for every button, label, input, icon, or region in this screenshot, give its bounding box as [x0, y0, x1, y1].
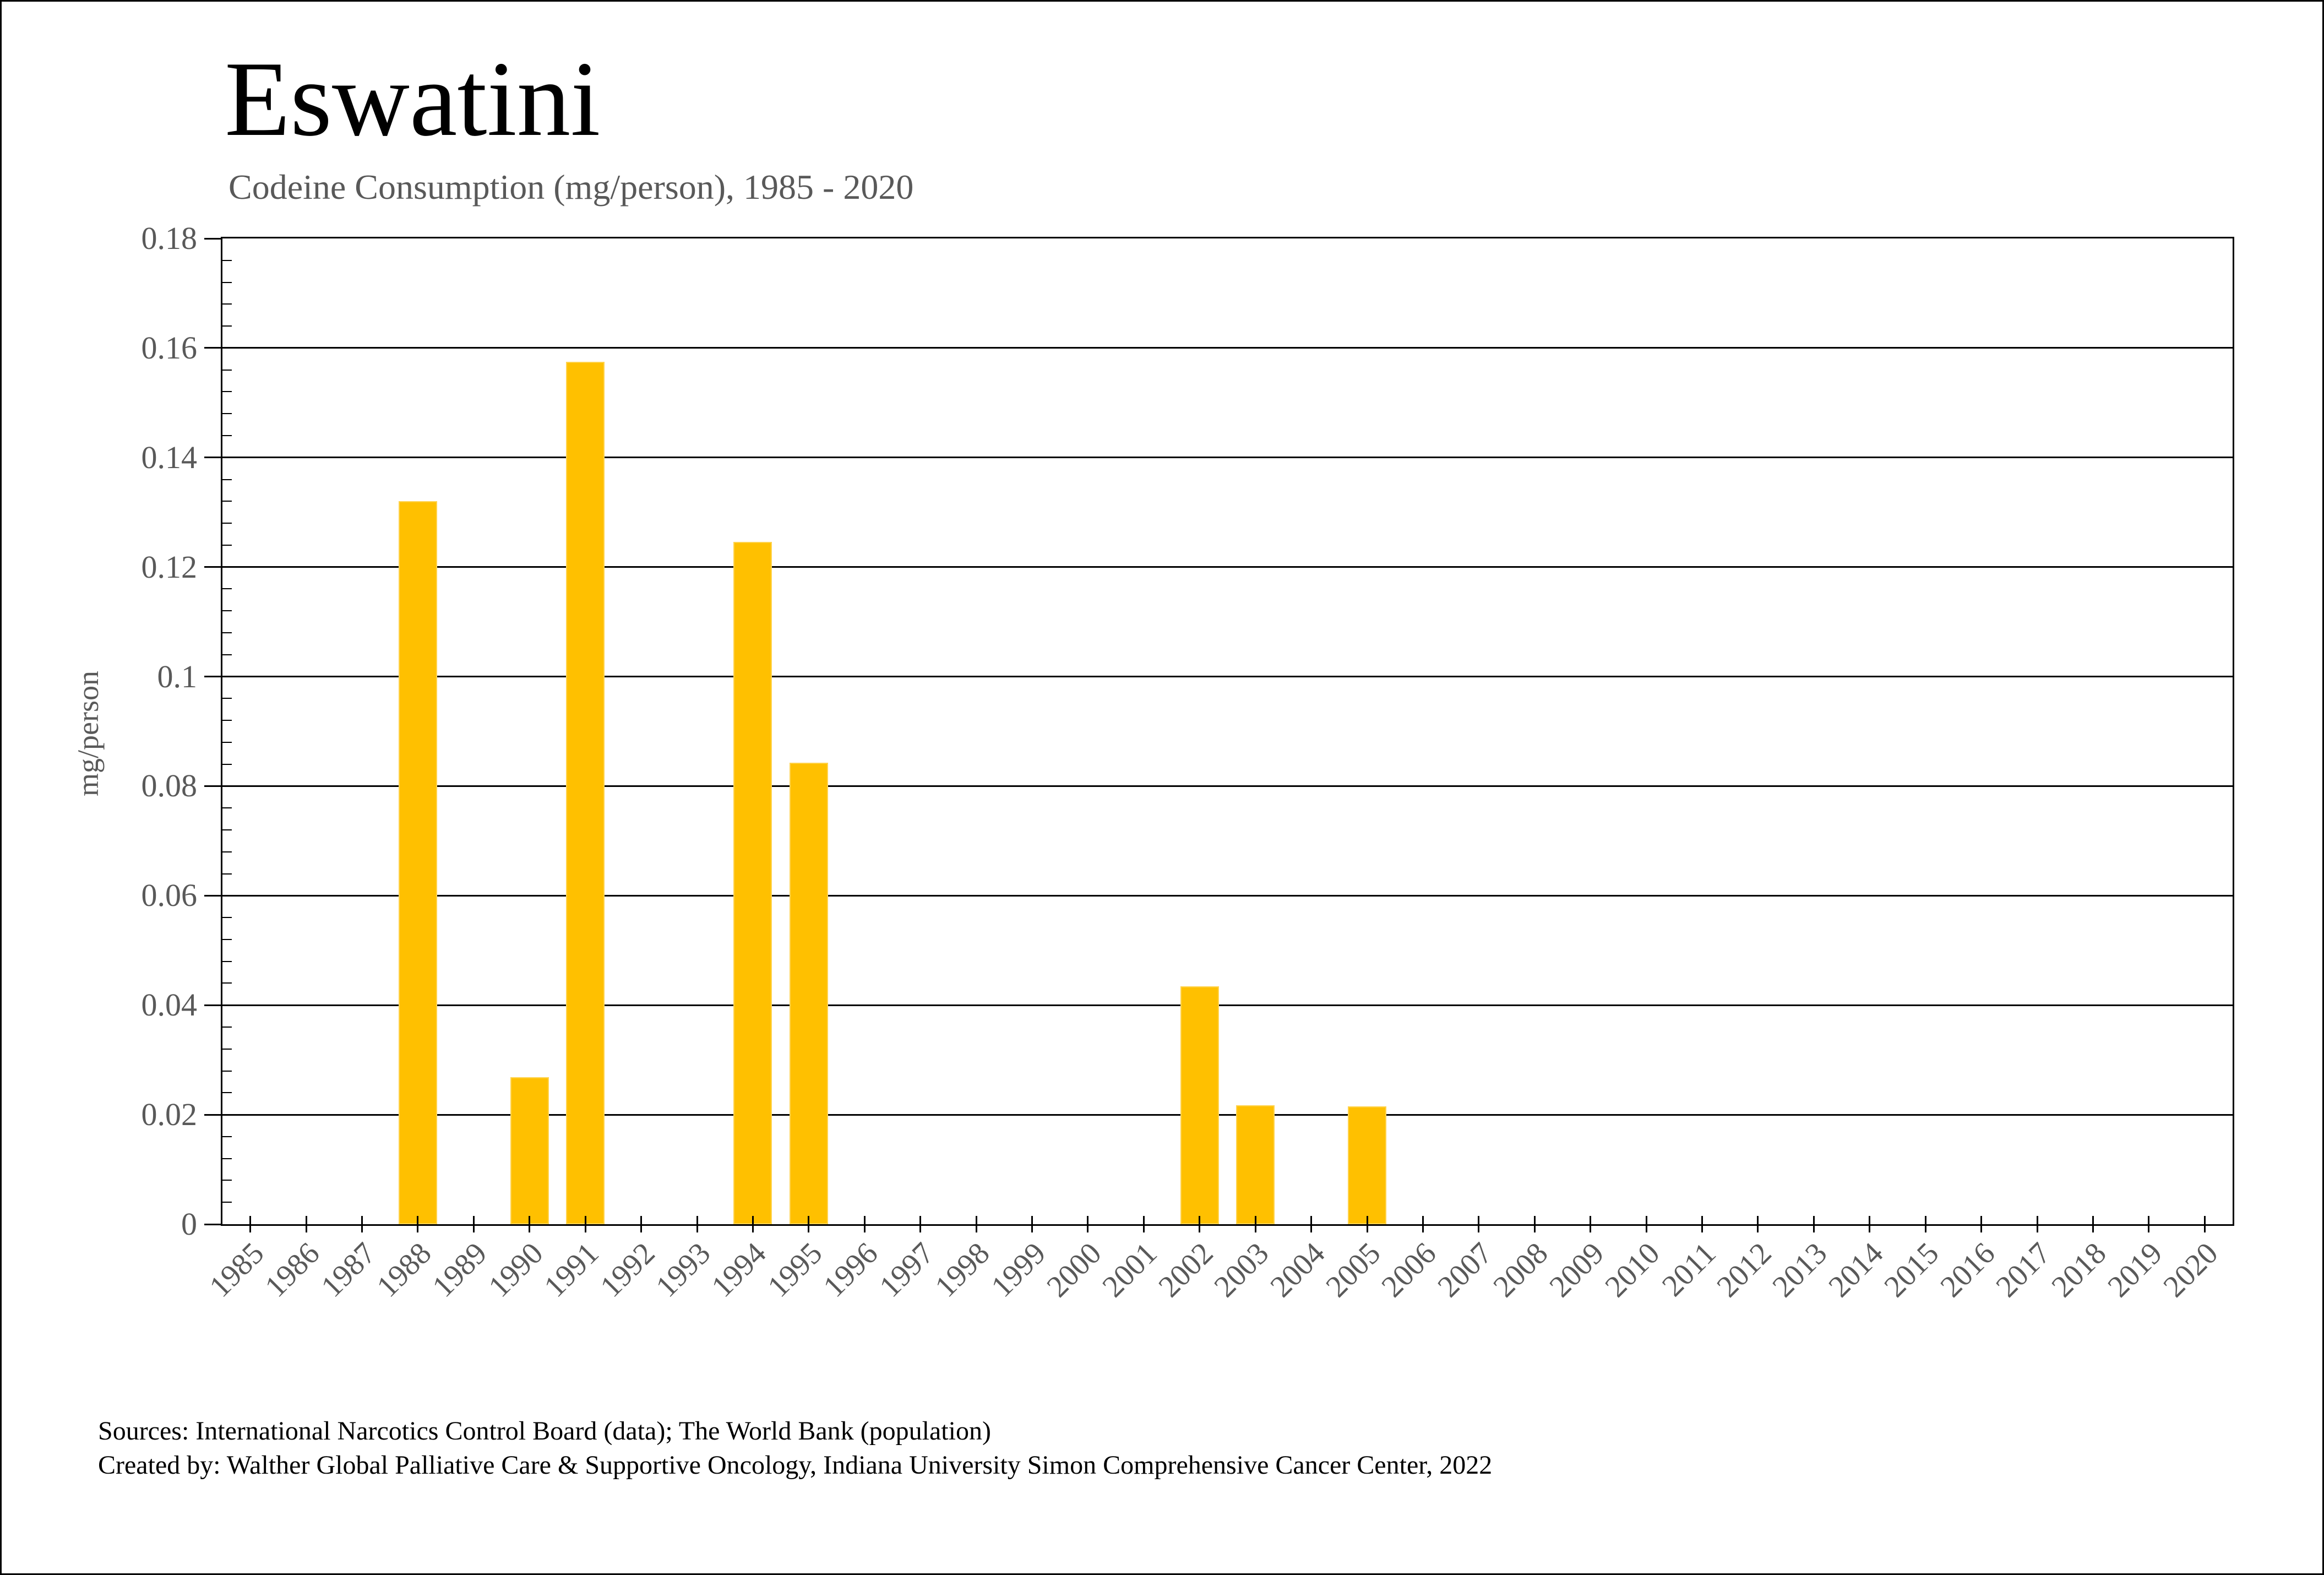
- y-tick-label-0.04: 0.04: [141, 987, 197, 1023]
- x-tick-label-1999: 1999: [984, 1236, 1053, 1304]
- y-tick-label-0.06: 0.06: [141, 877, 197, 914]
- y-minor-tick: [222, 479, 232, 480]
- y-minor-tick: [222, 961, 232, 962]
- y-minor-tick: [222, 829, 232, 830]
- x-tick-label-1992: 1992: [594, 1236, 662, 1304]
- y-minor-tick: [222, 523, 232, 524]
- y-major-tick: [204, 238, 221, 240]
- bar-1988: [399, 501, 437, 1224]
- x-tick-label-2014: 2014: [1822, 1236, 1890, 1304]
- x-tick-2006: [1422, 1216, 1424, 1232]
- y-minor-tick: [222, 1071, 232, 1072]
- y-tick-label-0: 0: [181, 1206, 197, 1242]
- x-tick-2010: [1646, 1216, 1647, 1232]
- x-tick-label-1988: 1988: [370, 1236, 438, 1304]
- x-tick-label-1996: 1996: [817, 1236, 885, 1304]
- x-tick-label-1997: 1997: [873, 1236, 941, 1304]
- x-tick-1997: [919, 1216, 921, 1232]
- y-minor-tick: [222, 764, 232, 765]
- x-tick-1985: [249, 1216, 251, 1232]
- x-tick-2000: [1087, 1216, 1088, 1232]
- y-major-tick: [204, 566, 221, 568]
- y-minor-tick: [222, 1180, 232, 1181]
- gridline-0.10: [222, 676, 2233, 677]
- chart-title: Eswatini: [225, 40, 601, 159]
- y-major-tick: [204, 1114, 221, 1116]
- y-major-tick: [204, 1004, 221, 1006]
- y-minor-tick: [222, 1136, 232, 1137]
- y-minor-tick: [222, 917, 232, 918]
- x-tick-1996: [864, 1216, 866, 1232]
- x-tick-label-2006: 2006: [1375, 1236, 1444, 1304]
- chart-subtitle: Codeine Consumption (mg/person), 1985 - 2020: [228, 167, 914, 207]
- x-tick-label-1986: 1986: [258, 1236, 326, 1304]
- x-tick-1989: [473, 1216, 475, 1232]
- x-tick-2017: [2037, 1216, 2038, 1232]
- y-minor-tick: [222, 303, 232, 305]
- bar-2002: [1180, 986, 1219, 1224]
- y-minor-tick: [222, 610, 232, 611]
- y-minor-tick: [222, 742, 232, 743]
- bar-2003: [1236, 1105, 1275, 1224]
- x-tick-label-2004: 2004: [1264, 1236, 1332, 1304]
- y-tick-label-0.12: 0.12: [141, 548, 197, 585]
- y-major-tick: [204, 347, 221, 349]
- y-minor-tick: [222, 370, 232, 371]
- y-minor-tick: [222, 698, 232, 699]
- x-tick-label-1998: 1998: [928, 1236, 997, 1304]
- y-minor-tick: [222, 873, 232, 875]
- bar-1995: [790, 763, 828, 1224]
- x-tick-1998: [976, 1216, 977, 1232]
- x-tick-label-2005: 2005: [1319, 1236, 1387, 1304]
- x-tick-2012: [1757, 1216, 1759, 1232]
- x-tick-2015: [1925, 1216, 1926, 1232]
- x-tick-1994: [752, 1216, 754, 1232]
- y-minor-tick: [222, 632, 232, 633]
- y-minor-tick: [222, 1092, 232, 1093]
- x-tick-label-2015: 2015: [1877, 1236, 1946, 1304]
- y-major-tick: [204, 676, 221, 677]
- x-tick-2013: [1813, 1216, 1815, 1232]
- y-tick-label-0.18: 0.18: [141, 220, 197, 256]
- y-minor-tick: [222, 435, 232, 436]
- y-major-tick: [204, 785, 221, 787]
- x-tick-1993: [696, 1216, 698, 1232]
- x-tick-2009: [1590, 1216, 1591, 1232]
- bar-1991: [566, 362, 605, 1224]
- x-tick-2004: [1310, 1216, 1312, 1232]
- x-tick-1991: [585, 1216, 586, 1232]
- y-minor-tick: [222, 545, 232, 546]
- x-tick-1990: [529, 1216, 530, 1232]
- x-tick-2001: [1143, 1216, 1145, 1232]
- y-minor-tick: [222, 260, 232, 261]
- y-minor-tick: [222, 282, 232, 283]
- y-minor-tick: [222, 982, 232, 984]
- y-minor-tick: [222, 807, 232, 808]
- y-minor-tick: [222, 720, 232, 721]
- bar-2005: [1348, 1106, 1386, 1224]
- x-tick-1987: [361, 1216, 363, 1232]
- y-major-tick: [204, 895, 221, 897]
- bar-1994: [733, 542, 772, 1224]
- y-minor-tick: [222, 851, 232, 852]
- y-minor-tick: [222, 501, 232, 502]
- x-tick-label-1989: 1989: [426, 1236, 494, 1304]
- x-tick-label-2013: 2013: [1766, 1236, 1834, 1304]
- x-tick-label-1985: 1985: [203, 1236, 271, 1304]
- x-tick-label-2001: 2001: [1096, 1236, 1164, 1304]
- bar-1990: [510, 1077, 549, 1225]
- gridline-0.08: [222, 785, 2233, 787]
- gridline-0.16: [222, 347, 2233, 349]
- x-tick-1988: [417, 1216, 418, 1232]
- x-tick-label-2010: 2010: [1598, 1236, 1667, 1304]
- x-tick-label-2008: 2008: [1487, 1236, 1555, 1304]
- y-tick-label-0.16: 0.16: [141, 329, 197, 366]
- gridline-0.04: [222, 1004, 2233, 1006]
- gridline-0.14: [222, 457, 2233, 458]
- x-tick-label-1994: 1994: [705, 1236, 774, 1304]
- x-tick-2018: [2092, 1216, 2094, 1232]
- y-minor-tick: [222, 1049, 232, 1050]
- x-tick-label-1990: 1990: [482, 1236, 550, 1304]
- x-tick-label-2000: 2000: [1040, 1236, 1108, 1304]
- x-tick-label-2020: 2020: [2157, 1236, 2225, 1304]
- source-line-2: Created by: Walther Global Palliative Care & Supportive Oncology, Indiana University Simon Comprehensive Cancer Center, 2022: [98, 1451, 1493, 1480]
- y-minor-tick: [222, 654, 232, 655]
- x-tick-2002: [1199, 1216, 1200, 1232]
- y-tick-label-0.02: 0.02: [141, 1096, 197, 1133]
- y-major-tick: [204, 1224, 221, 1225]
- x-tick-label-1987: 1987: [314, 1236, 383, 1304]
- x-tick-2019: [2148, 1216, 2149, 1232]
- x-tick-label-2012: 2012: [1710, 1236, 1778, 1304]
- x-tick-label-2007: 2007: [1431, 1236, 1499, 1304]
- y-minor-tick: [222, 325, 232, 327]
- x-tick-label-2019: 2019: [2101, 1236, 2169, 1304]
- x-tick-1995: [808, 1216, 809, 1232]
- y-minor-tick: [222, 939, 232, 940]
- y-tick-label-0.08: 0.08: [141, 768, 197, 804]
- x-tick-2020: [2204, 1216, 2206, 1232]
- y-minor-tick: [222, 1202, 232, 1203]
- x-tick-label-2016: 2016: [1934, 1236, 2002, 1304]
- y-axis-title: mg/person: [72, 671, 105, 796]
- x-tick-label-2017: 2017: [1989, 1236, 2058, 1304]
- x-tick-label-1991: 1991: [537, 1236, 606, 1304]
- x-tick-label-2003: 2003: [1207, 1236, 1276, 1304]
- x-tick-label-2018: 2018: [2045, 1236, 2114, 1304]
- x-tick-label-2009: 2009: [1543, 1236, 1611, 1304]
- y-minor-tick: [222, 413, 232, 414]
- gridline-0.12: [222, 566, 2233, 568]
- y-tick-label-0.1: 0.1: [157, 658, 197, 694]
- y-minor-tick: [222, 391, 232, 392]
- x-tick-2016: [1980, 1216, 1982, 1232]
- y-minor-tick: [222, 1027, 232, 1028]
- x-tick-1999: [1031, 1216, 1033, 1232]
- y-minor-tick: [222, 1158, 232, 1159]
- y-tick-label-0.14: 0.14: [141, 439, 197, 475]
- x-tick-2007: [1478, 1216, 1479, 1232]
- x-tick-2008: [1534, 1216, 1536, 1232]
- x-tick-label-1993: 1993: [649, 1236, 717, 1304]
- plot-area: [221, 237, 2234, 1226]
- source-line-1: Sources: International Narcotics Control Board (data); The World Bank (population): [98, 1416, 991, 1446]
- x-tick-label-2002: 2002: [1152, 1236, 1220, 1304]
- x-tick-label-1995: 1995: [761, 1236, 829, 1304]
- x-tick-2005: [1367, 1216, 1368, 1232]
- gridline-0.06: [222, 895, 2233, 897]
- y-major-tick: [204, 457, 221, 458]
- y-minor-tick: [222, 588, 232, 589]
- x-tick-2014: [1869, 1216, 1870, 1232]
- x-tick-2003: [1255, 1216, 1256, 1232]
- x-tick-1992: [640, 1216, 642, 1232]
- x-tick-1986: [306, 1216, 307, 1232]
- x-tick-label-2011: 2011: [1655, 1236, 1723, 1304]
- x-tick-2011: [1701, 1216, 1703, 1232]
